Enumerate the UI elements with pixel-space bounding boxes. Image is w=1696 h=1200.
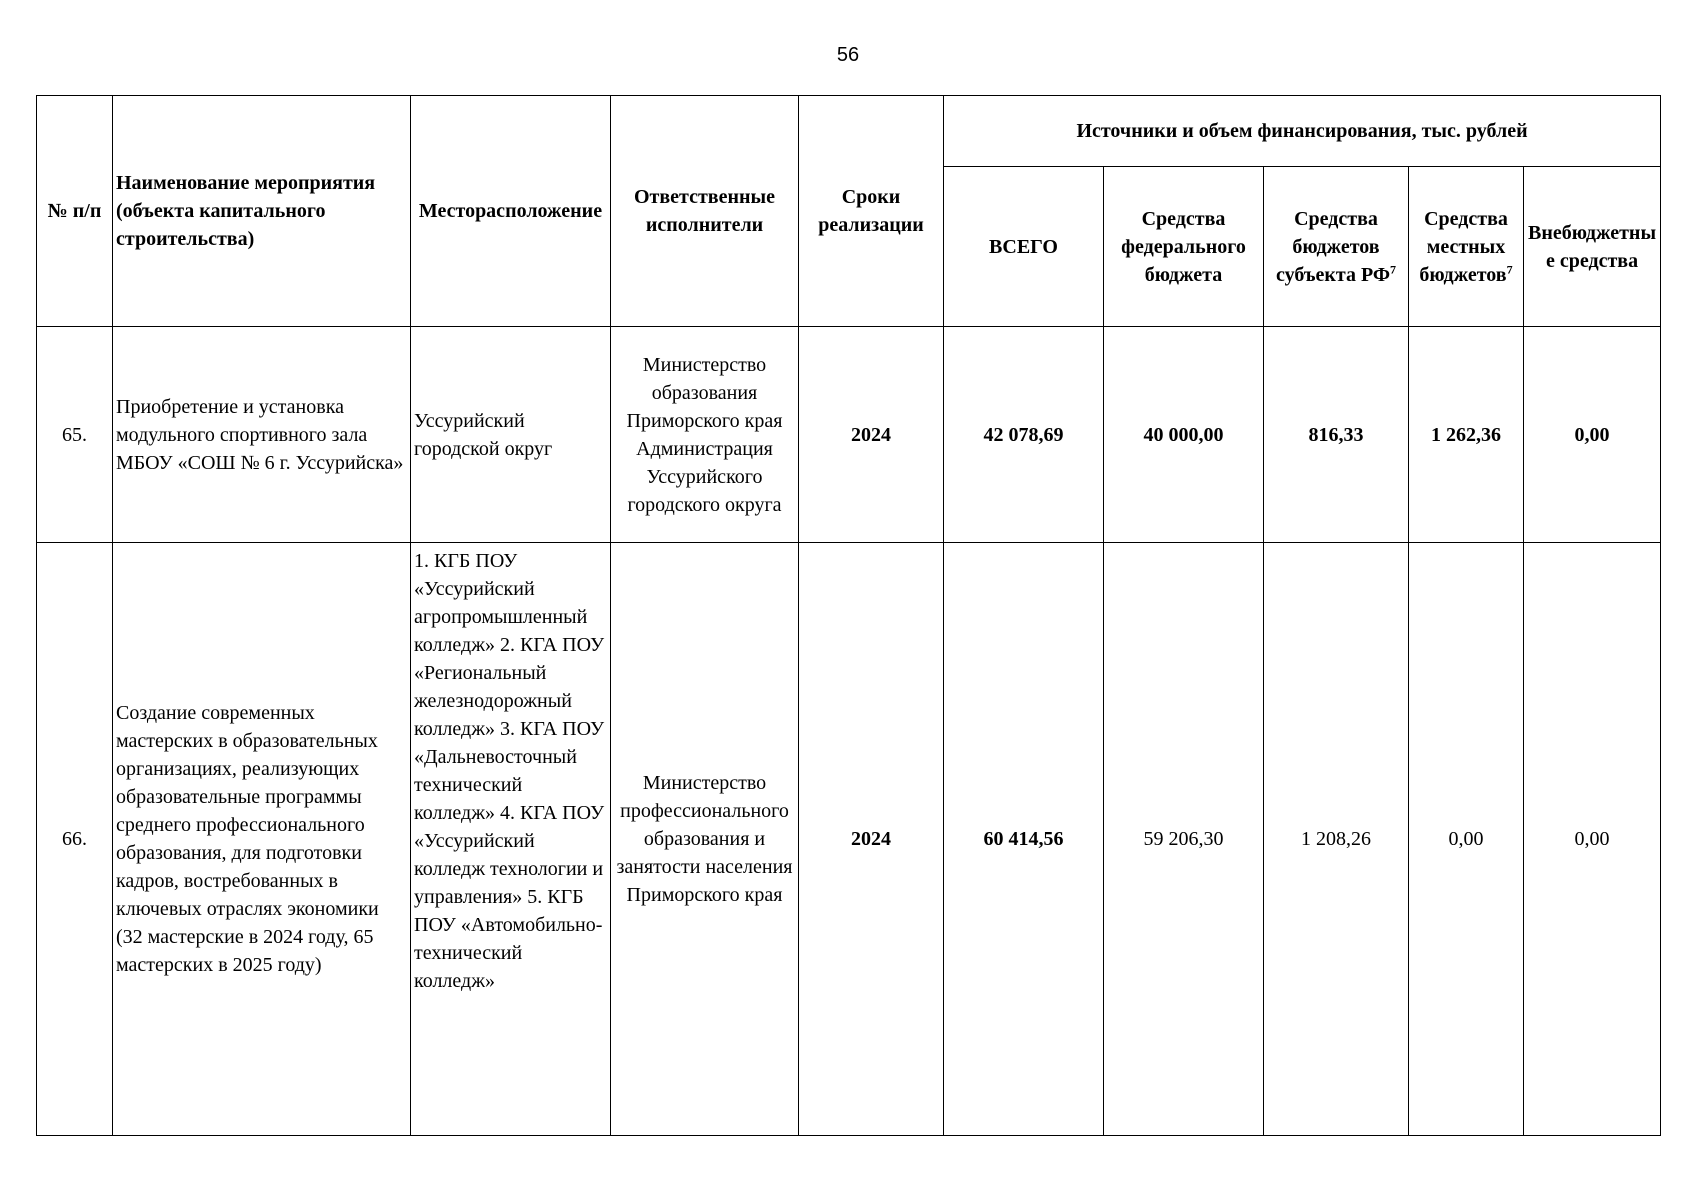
header-name: Наименование мероприятия (объекта капитального строительства) <box>113 96 411 327</box>
header-federal: Средства федерального бюджета <box>1104 167 1264 327</box>
row-responsible: Министерство образования Приморского края Администрация Уссурийского городского округа <box>611 327 799 543</box>
header-local <box>1409 167 1524 327</box>
header-total: ВСЕГО <box>944 167 1104 327</box>
page-number: 56 <box>836 44 860 66</box>
row-term: 2024 <box>799 543 944 1136</box>
row-name: Приобретение и установка модульного спортивного зала МБОУ «СОШ № 6 г. Уссурийска» <box>113 327 411 543</box>
row-total: 42 078,69 <box>944 327 1104 543</box>
table-row <box>37 543 1661 1136</box>
table-header <box>37 96 1661 327</box>
row-location: 1. КГБ ПОУ «Уссурийский агропромышленный колледж» 2. КГА ПОУ «Региональный железнодорожный колледж» 3. КГА ПОУ «Дальневосточный технический колледж» 4. КГА ПОУ «Уссурийский колледж технологии и управления» 5. КГБ ПОУ «Автомобильно-технический колледж» <box>411 543 611 1136</box>
row-subject: 816,33 <box>1264 327 1409 543</box>
row-responsible: Министерство профессионального образования и занятости населения Приморского края <box>611 543 799 1136</box>
header-responsible: Ответственные исполнители <box>611 96 799 327</box>
header-local-text: Средства местных бюджетов <box>1419 207 1508 286</box>
header-num: № п/п <box>37 96 113 327</box>
row-local: 0,00 <box>1409 543 1524 1136</box>
row-federal: 59 206,30 <box>1104 543 1264 1136</box>
row-name: Создание современных мастерских в образовательных организациях, реализующих образовательные программы среднего профессионального образования, для подготовки кадров, востребованных в ключевых отраслях экономики (32 мастерские в 2024 году, 65 мастерских в 2025 году) <box>113 543 411 1136</box>
header-subject-footnote: 7 <box>1390 261 1397 276</box>
row-extra: 0,00 <box>1524 543 1661 1136</box>
row-location: Уссурийский городской округ <box>411 327 611 543</box>
row-total: 60 414,56 <box>944 543 1104 1136</box>
header-funding-group: Источники и объем финансирования, тыс. рублей <box>944 96 1661 167</box>
header-terms: Сроки реализации <box>799 96 944 327</box>
row-num: 66. <box>37 543 113 1136</box>
header-location: Месторасположение <box>411 96 611 327</box>
row-federal: 40 000,00 <box>1104 327 1264 543</box>
header-subject <box>1264 167 1409 327</box>
row-extra: 0,00 <box>1524 327 1661 543</box>
header-subject-text: Средства бюджетов субъекта РФ <box>1275 207 1391 286</box>
row-subject: 1 208,26 <box>1264 543 1409 1136</box>
row-num: 65. <box>37 327 113 543</box>
row-local: 1 262,36 <box>1409 327 1524 543</box>
header-local-footnote: 7 <box>1506 261 1513 276</box>
financing-table <box>36 95 1661 1136</box>
table-row <box>37 327 1661 543</box>
header-extra: Внебюджетные средства <box>1524 167 1661 327</box>
row-term: 2024 <box>799 327 944 543</box>
